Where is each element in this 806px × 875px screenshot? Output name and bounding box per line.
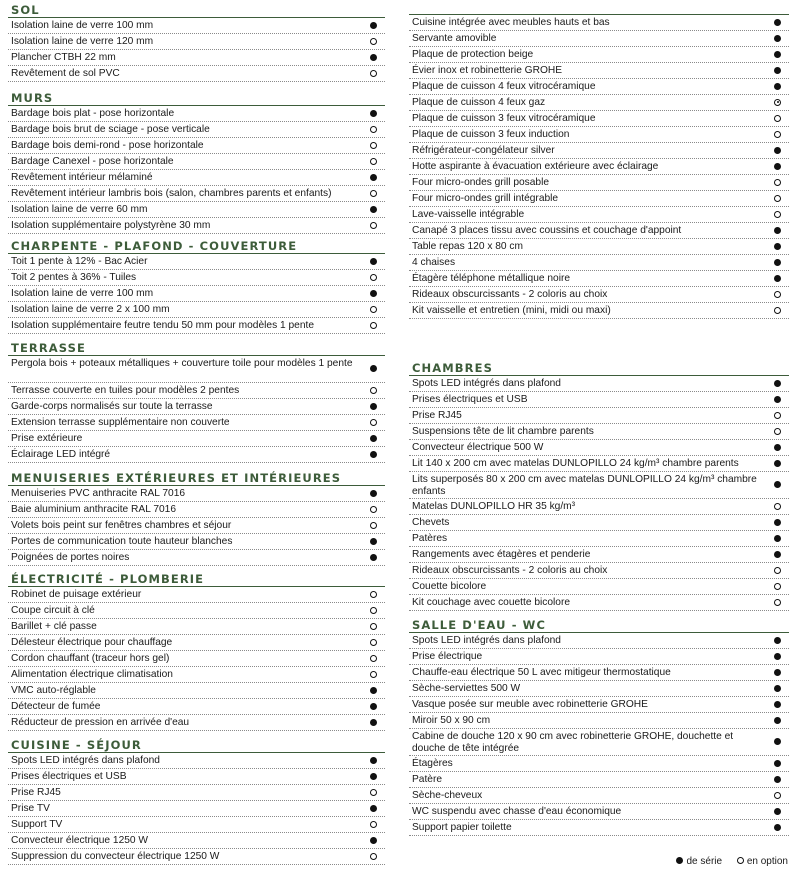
item-label: Réducteur de pression en arrivée d'eau bbox=[11, 717, 190, 728]
standard-dot-icon bbox=[774, 35, 781, 42]
list-item bbox=[8, 587, 385, 603]
item-label: Hotte aspirante à évacuation extérieure avec éclairage bbox=[412, 161, 659, 172]
list-item bbox=[409, 472, 789, 499]
item-label: Isolation laine de verre 100 mm bbox=[11, 288, 154, 299]
standard-dot-icon bbox=[774, 481, 781, 488]
list-item bbox=[8, 753, 385, 769]
option-circle-icon bbox=[370, 623, 377, 630]
standard-dot-icon bbox=[774, 275, 781, 282]
item-label: Évier inox et robinetterie GROHE bbox=[412, 65, 563, 76]
standard-dot-icon bbox=[774, 551, 781, 558]
item-label: Bardage Canexel - pose horizontale bbox=[11, 156, 174, 167]
list-item bbox=[8, 785, 385, 801]
list-item bbox=[8, 18, 385, 34]
standard-dot-icon bbox=[370, 554, 377, 561]
item-label: Prise RJ45 bbox=[11, 787, 61, 798]
section-title: SALLE D'EAU - WC bbox=[409, 615, 789, 633]
list-item bbox=[8, 635, 385, 651]
standard-dot-icon bbox=[370, 365, 377, 372]
list-item bbox=[409, 515, 789, 531]
item-label: Rideaux obscurcissants - 2 coloris au choix bbox=[412, 565, 608, 576]
standard-dot-icon bbox=[370, 719, 377, 726]
option-circle-icon bbox=[370, 607, 377, 614]
option-circle-icon bbox=[370, 70, 377, 77]
list-item bbox=[8, 318, 385, 334]
item-label: Patère bbox=[412, 774, 443, 785]
section-title: ÉLECTRICITÉ - PLOMBERIE bbox=[8, 569, 385, 587]
item-label: Four micro-ondes grill posable bbox=[412, 177, 550, 188]
legend-option-label: en option bbox=[746, 856, 788, 867]
section-cuisine-sejour bbox=[8, 735, 385, 865]
standard-dot-icon bbox=[774, 396, 781, 403]
item-label: Kit couchage avec couette bicolore bbox=[412, 597, 571, 608]
option-circle-icon bbox=[370, 38, 377, 45]
standard-dot-icon bbox=[774, 19, 781, 26]
list-item bbox=[8, 106, 385, 122]
option-circle-icon bbox=[370, 789, 377, 796]
standard-dot-icon bbox=[370, 687, 377, 694]
list-item bbox=[409, 239, 789, 255]
list-item bbox=[409, 788, 789, 804]
section-section bbox=[409, 14, 789, 319]
section-sol bbox=[8, 0, 385, 82]
list-item bbox=[8, 502, 385, 518]
item-label: Isolation laine de verre 100 mm bbox=[11, 20, 154, 31]
item-label: Menuiseries PVC anthracite RAL 7016 bbox=[11, 488, 186, 499]
list-item bbox=[8, 550, 385, 566]
standard-dot-icon bbox=[370, 837, 377, 844]
list-item bbox=[8, 486, 385, 502]
list-item bbox=[8, 138, 385, 154]
list-item bbox=[409, 271, 789, 287]
item-label: Support TV bbox=[11, 819, 63, 830]
option-circle-icon bbox=[370, 158, 377, 165]
item-label: Plancher CTBH 22 mm bbox=[11, 52, 116, 63]
list-item bbox=[8, 699, 385, 715]
item-label: Prises électriques et USB bbox=[412, 394, 528, 405]
item-label: Détecteur de fumée bbox=[11, 701, 101, 712]
item-label: Alimentation électrique climatisation bbox=[11, 669, 173, 680]
list-item bbox=[8, 122, 385, 138]
list-item bbox=[8, 415, 385, 431]
item-label: Pergola bois + poteaux métalliques + couverture toile pour modèles 1 pente bbox=[11, 358, 353, 369]
standard-dot-icon bbox=[774, 701, 781, 708]
item-label: Sèche-cheveux bbox=[412, 790, 483, 801]
list-item bbox=[8, 849, 385, 865]
item-label: Rideaux obscurcissants - 2 coloris au choix bbox=[412, 289, 608, 300]
list-item bbox=[8, 651, 385, 667]
option-circle-icon bbox=[370, 522, 377, 529]
section-menuiseries-exterieures-et-interieures bbox=[8, 468, 385, 566]
item-label: Baie aluminium anthracite RAL 7016 bbox=[11, 504, 176, 515]
option-circle-icon bbox=[370, 671, 377, 678]
list-item bbox=[409, 713, 789, 729]
item-label: Bardage bois plat - pose horizontale bbox=[11, 108, 175, 119]
item-label: Cabine de douche 120 x 90 cm avec robinetterie GROHE, douchette et douche de tête intégrée bbox=[412, 731, 734, 754]
list-item bbox=[8, 817, 385, 833]
list-item bbox=[409, 175, 789, 191]
list-item bbox=[8, 218, 385, 234]
list-item bbox=[409, 729, 789, 756]
option-circle-icon bbox=[370, 322, 377, 329]
item-label: Servante amovible bbox=[412, 33, 497, 44]
list-item bbox=[8, 715, 385, 731]
item-label: Convecteur électrique 1250 W bbox=[11, 835, 149, 846]
option-circle-icon bbox=[774, 503, 781, 510]
section-charpente-plafond-couverture bbox=[8, 236, 385, 334]
section-electricite-plomberie bbox=[8, 569, 385, 731]
item-label: Prise électrique bbox=[412, 651, 483, 662]
item-label: Poignées de portes noires bbox=[11, 552, 130, 563]
list-item bbox=[8, 431, 385, 447]
item-label: Cuisine intégrée avec meubles hauts et bas bbox=[412, 17, 610, 28]
list-item bbox=[8, 518, 385, 534]
list-item bbox=[409, 207, 789, 223]
option-circle-icon bbox=[774, 428, 781, 435]
item-label: Support papier toilette bbox=[412, 822, 512, 833]
item-label: 4 chaises bbox=[412, 257, 456, 268]
item-label: Étagères bbox=[412, 758, 453, 769]
item-label: Sèche-serviettes 500 W bbox=[412, 683, 521, 694]
item-label: Cordon chauffant (traceur hors gel) bbox=[11, 653, 170, 664]
list-item bbox=[409, 633, 789, 649]
list-item bbox=[409, 649, 789, 665]
standard-dot-icon bbox=[774, 669, 781, 676]
item-label: Chauffe-eau électrique 50 L avec mitigeur thermostatique bbox=[412, 667, 671, 678]
standard-dot-icon bbox=[774, 760, 781, 767]
list-item bbox=[409, 772, 789, 788]
list-item bbox=[8, 667, 385, 683]
standard-dot-icon bbox=[370, 54, 377, 61]
item-label: Toit 2 pentes à 36% - Tuiles bbox=[11, 272, 137, 283]
item-label: Terrasse couverte en tuiles pour modèles 2 pentes bbox=[11, 385, 240, 396]
section-title: TERRASSE bbox=[8, 338, 385, 356]
list-item bbox=[8, 186, 385, 202]
item-label: Isolation supplémentaire polystyrène 30 mm bbox=[11, 220, 211, 231]
item-label: Lits superposés 80 x 200 cm avec matelas DUNLOPILLO 24 kg/m³ chambre enfants bbox=[412, 474, 757, 497]
section-title: CHAMBRES bbox=[409, 358, 789, 376]
standard-dot-icon bbox=[774, 776, 781, 783]
standard-dot-icon bbox=[370, 290, 377, 297]
item-label: Spots LED intégrés dans plafond bbox=[11, 755, 160, 766]
item-label: Prise TV bbox=[11, 803, 50, 814]
option-circle-icon bbox=[370, 387, 377, 394]
standard-dot-icon bbox=[774, 738, 781, 745]
item-label: Robinet de puisage extérieur bbox=[11, 589, 142, 600]
list-item bbox=[409, 392, 789, 408]
standard-dot-icon bbox=[676, 857, 683, 864]
item-label: WC suspendu avec chasse d'eau économique bbox=[412, 806, 622, 817]
standard-dot-icon bbox=[370, 703, 377, 710]
item-label: Rangements avec étagères et penderie bbox=[412, 549, 591, 560]
list-item bbox=[8, 154, 385, 170]
item-label: Éclairage LED intégré bbox=[11, 449, 111, 460]
item-label: Four micro-ondes grill intégrable bbox=[412, 193, 559, 204]
list-item bbox=[409, 143, 789, 159]
item-label: Vasque posée sur meuble avec robinetterie GROHE bbox=[412, 699, 648, 710]
option-circle-icon bbox=[774, 412, 781, 419]
list-item bbox=[8, 202, 385, 218]
standard-dot-icon bbox=[774, 637, 781, 644]
list-item bbox=[8, 683, 385, 699]
standard-dot-icon bbox=[774, 163, 781, 170]
item-label: Prise extérieure bbox=[11, 433, 83, 444]
list-item bbox=[8, 66, 385, 82]
standard-dot-icon bbox=[774, 460, 781, 467]
section-title: SOL bbox=[8, 0, 385, 18]
list-item bbox=[409, 223, 789, 239]
item-label: Matelas DUNLOPILLO HR 35 kg/m³ bbox=[412, 501, 576, 512]
item-label: Plaque de cuisson 3 feux vitrocéramique bbox=[412, 113, 596, 124]
option-circle-icon bbox=[774, 131, 781, 138]
list-item bbox=[409, 499, 789, 515]
list-item bbox=[8, 170, 385, 186]
standard-dot-icon bbox=[370, 490, 377, 497]
option-circle-icon bbox=[737, 857, 744, 864]
item-label: Bardage bois brut de sciage - pose verticale bbox=[11, 124, 210, 135]
item-label: Toit 1 pente à 12% - Bac Acier bbox=[11, 256, 148, 267]
item-label: Suppression du convecteur électrique 1250 W bbox=[11, 851, 220, 862]
option-circle-icon bbox=[370, 274, 377, 281]
list-item bbox=[409, 79, 789, 95]
option-circle-icon bbox=[774, 583, 781, 590]
item-label: Barillet + clé passe bbox=[11, 621, 97, 632]
list-item bbox=[8, 619, 385, 635]
option-circle-icon bbox=[774, 567, 781, 574]
option-circle-icon bbox=[370, 655, 377, 662]
list-item bbox=[8, 302, 385, 318]
standard-dot-icon bbox=[370, 403, 377, 410]
list-item bbox=[8, 603, 385, 619]
list-item bbox=[409, 408, 789, 424]
list-item bbox=[409, 31, 789, 47]
list-item bbox=[8, 769, 385, 785]
standard-dot-icon bbox=[370, 206, 377, 213]
list-item bbox=[8, 34, 385, 50]
standard-dot-icon bbox=[774, 147, 781, 154]
option-circle-icon bbox=[370, 126, 377, 133]
list-item bbox=[8, 254, 385, 270]
item-label: Garde-corps normalisés sur toute la terrasse bbox=[11, 401, 213, 412]
item-label: Volets bois peint sur fenêtres chambres et séjour bbox=[11, 520, 232, 531]
section-terrasse bbox=[8, 338, 385, 463]
option-circle-icon bbox=[774, 211, 781, 218]
option-circle-icon bbox=[370, 639, 377, 646]
list-item bbox=[409, 95, 789, 111]
item-label: Isolation laine de verre 2 x 100 mm bbox=[11, 304, 170, 315]
list-item bbox=[8, 356, 385, 383]
option-circle-icon bbox=[774, 792, 781, 799]
item-label: Portes de communication toute hauteur blanches bbox=[11, 536, 233, 547]
standard-dot-icon bbox=[774, 519, 781, 526]
item-label: Étagère téléphone métallique noire bbox=[412, 273, 571, 284]
option-circle-icon bbox=[774, 195, 781, 202]
standard-dot-icon bbox=[774, 243, 781, 250]
item-label: Isolation supplémentaire feutre tendu 50 mm pour modèles 1 pente bbox=[11, 320, 314, 331]
section-salle-d-eau-wc bbox=[409, 615, 789, 836]
list-item bbox=[409, 456, 789, 472]
item-label: Plaque de protection beige bbox=[412, 49, 534, 60]
standard-dot-icon bbox=[370, 174, 377, 181]
standard-dot-icon bbox=[774, 444, 781, 451]
option-circle-icon bbox=[774, 291, 781, 298]
option-circle-icon bbox=[774, 307, 781, 314]
item-label: Délesteur électrique pour chauffage bbox=[11, 637, 173, 648]
list-item bbox=[409, 127, 789, 143]
option-circle-icon bbox=[370, 591, 377, 598]
item-label: Kit vaisselle et entretien (mini, midi ou maxi) bbox=[412, 305, 611, 316]
item-label: Suspensions tête de lit chambre parents bbox=[412, 426, 594, 437]
list-item bbox=[8, 534, 385, 550]
list-item bbox=[409, 804, 789, 820]
item-label: Réfrigérateur-congélateur silver bbox=[412, 145, 555, 156]
item-label: Spots LED intégrés dans plafond bbox=[412, 635, 561, 646]
option-circle-icon bbox=[370, 190, 377, 197]
list-item bbox=[409, 595, 789, 611]
standard-dot-icon bbox=[774, 259, 781, 266]
legend bbox=[676, 856, 788, 867]
option-circle-icon bbox=[370, 419, 377, 426]
section-murs bbox=[8, 88, 385, 234]
list-item bbox=[409, 697, 789, 713]
item-label: VMC auto-réglable bbox=[11, 685, 96, 696]
standard-dot-icon bbox=[774, 51, 781, 58]
standard-dot-icon bbox=[774, 227, 781, 234]
item-label: Convecteur électrique 500 W bbox=[412, 442, 544, 453]
option-circle-icon bbox=[370, 222, 377, 229]
list-item bbox=[409, 287, 789, 303]
list-item bbox=[409, 440, 789, 456]
list-item bbox=[8, 270, 385, 286]
list-item bbox=[409, 579, 789, 595]
item-label: Coupe circuit à clé bbox=[11, 605, 95, 616]
item-label: Revêtement de sol PVC bbox=[11, 68, 120, 79]
legend-standard-label: de série bbox=[686, 856, 723, 867]
option-circle-icon bbox=[774, 599, 781, 606]
standard-dot-icon bbox=[370, 435, 377, 442]
section-title: MURS bbox=[8, 88, 385, 106]
list-item bbox=[409, 563, 789, 579]
standard-dot-icon bbox=[774, 67, 781, 74]
standard-dot-icon bbox=[370, 110, 377, 117]
list-item bbox=[8, 447, 385, 463]
item-label: Couette bicolore bbox=[412, 581, 487, 592]
list-item bbox=[409, 665, 789, 681]
item-label: Canapé 3 places tissu avec coussins et couchage d'appoint bbox=[412, 225, 682, 236]
standard-dot-icon bbox=[370, 805, 377, 812]
standard-dot-icon bbox=[370, 451, 377, 458]
item-label: Patères bbox=[412, 533, 448, 544]
list-item bbox=[409, 424, 789, 440]
standard-dot-icon bbox=[774, 535, 781, 542]
list-item bbox=[8, 286, 385, 302]
item-label: Isolation laine de verre 60 mm bbox=[11, 204, 148, 215]
item-label: Revêtement intérieur mélaminé bbox=[11, 172, 153, 183]
list-item bbox=[8, 833, 385, 849]
item-label: Extension terrasse supplémentaire non couverte bbox=[11, 417, 230, 428]
item-label: Revêtement intérieur lambris bois (salon, chambres parents et enfants) bbox=[11, 188, 332, 199]
item-label: Table repas 120 x 80 cm bbox=[412, 241, 523, 252]
standard-dot-icon bbox=[774, 653, 781, 660]
option-circle-icon bbox=[774, 179, 781, 186]
standard-and-option-icon bbox=[774, 99, 781, 106]
item-label: Prises électriques et USB bbox=[11, 771, 127, 782]
section-chambres bbox=[409, 358, 789, 611]
list-item bbox=[409, 547, 789, 563]
standard-dot-icon bbox=[370, 538, 377, 545]
section-title: CHARPENTE - PLAFOND - COUVERTURE bbox=[8, 236, 385, 254]
list-item bbox=[409, 255, 789, 271]
option-circle-icon bbox=[370, 506, 377, 513]
standard-dot-icon bbox=[370, 258, 377, 265]
list-item bbox=[8, 399, 385, 415]
item-label: Plaque de cuisson 4 feux vitrocéramique bbox=[412, 81, 596, 92]
item-label: Miroir 50 x 90 cm bbox=[412, 715, 491, 726]
list-item bbox=[409, 47, 789, 63]
option-circle-icon bbox=[370, 142, 377, 149]
standard-dot-icon bbox=[774, 685, 781, 692]
item-label: Plaque de cuisson 3 feux induction bbox=[412, 129, 570, 140]
list-item bbox=[8, 801, 385, 817]
standard-dot-icon bbox=[774, 83, 781, 90]
list-item bbox=[409, 303, 789, 319]
list-item bbox=[409, 159, 789, 175]
section-title: MENUISERIES EXTÉRIEURES ET INTÉRIEURES bbox=[8, 468, 385, 486]
standard-dot-icon bbox=[370, 757, 377, 764]
item-label: Bardage bois demi-rond - pose horizontale bbox=[11, 140, 204, 151]
item-label: Spots LED intégrés dans plafond bbox=[412, 378, 561, 389]
standard-dot-icon bbox=[774, 808, 781, 815]
item-label: Lave-vaisselle intégrable bbox=[412, 209, 525, 220]
standard-dot-icon bbox=[774, 717, 781, 724]
item-label: Isolation laine de verre 120 mm bbox=[11, 36, 154, 47]
list-item bbox=[409, 63, 789, 79]
item-label: Chevets bbox=[412, 517, 450, 528]
option-circle-icon bbox=[774, 115, 781, 122]
option-circle-icon bbox=[370, 853, 377, 860]
list-item bbox=[409, 820, 789, 836]
item-label: Lit 140 x 200 cm avec matelas DUNLOPILLO 24 kg/m³ chambre parents bbox=[412, 458, 739, 469]
list-item bbox=[409, 111, 789, 127]
standard-dot-icon bbox=[774, 380, 781, 387]
standard-dot-icon bbox=[370, 773, 377, 780]
list-item bbox=[409, 376, 789, 392]
standard-dot-icon bbox=[370, 22, 377, 29]
list-item bbox=[8, 50, 385, 66]
option-circle-icon bbox=[370, 821, 377, 828]
list-item bbox=[409, 191, 789, 207]
standard-dot-icon bbox=[774, 824, 781, 831]
list-item bbox=[409, 756, 789, 772]
list-item bbox=[409, 681, 789, 697]
item-label: Prise RJ45 bbox=[412, 410, 462, 421]
list-item bbox=[409, 15, 789, 31]
list-item bbox=[8, 383, 385, 399]
option-circle-icon bbox=[370, 306, 377, 313]
list-item bbox=[409, 531, 789, 547]
section-title: CUISINE - SÉJOUR bbox=[8, 735, 385, 753]
item-label: Plaque de cuisson 4 feux gaz bbox=[412, 97, 546, 108]
